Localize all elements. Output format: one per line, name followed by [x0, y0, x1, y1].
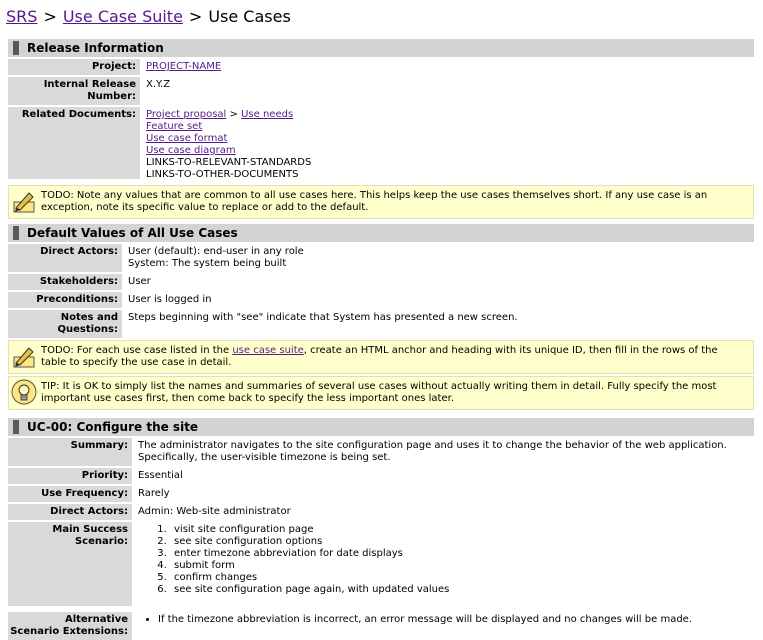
breadcrumb-current: Use Cases [208, 7, 291, 26]
use-case-section [8, 418, 754, 640]
notes-value: Steps beginning with "see" indicate that System has presented a new screen. [128, 312, 518, 323]
priority-row [8, 468, 754, 484]
release-todo-note [8, 185, 754, 219]
scenario-step: 2. see site configuration options [170, 536, 449, 548]
defaults-todo-text-end: , create an HTML anchor and heading with its unique ID, then fill in the rows of the table to specify the use case in detail. [41, 345, 718, 368]
use-case-diagram-link[interactable]: Use case diagram [146, 145, 236, 156]
project-value [140, 59, 227, 75]
stakeholders-value: User [128, 276, 151, 287]
defaults-actors-row [8, 244, 754, 272]
project-label: Project: [8, 59, 140, 75]
other-docs-placeholder: LINKS-TO-OTHER-DOCUMENTS [146, 169, 299, 180]
related-docs-label: Related Documents: [8, 107, 140, 179]
scenario-row [8, 522, 754, 606]
uc-actors-label: Direct Actors: [8, 504, 132, 520]
scenario-step: 5. confirm changes [170, 572, 449, 584]
project-link[interactable]: PROJECT-NAME [146, 61, 222, 72]
stakeholders-label: Stakeholders: [8, 274, 122, 290]
heading-marker [13, 420, 19, 434]
preconditions-label: Preconditions: [8, 292, 122, 308]
tip-note [8, 376, 754, 410]
internal-release-row [8, 77, 754, 105]
stakeholders-row [8, 274, 754, 290]
summary-row [8, 438, 754, 466]
alt-scenario-row [8, 612, 754, 640]
use-needs-link[interactable]: Use needs [241, 109, 294, 120]
frequency-value: Rarely [138, 488, 170, 499]
heading-marker [13, 226, 19, 240]
defaults-actor-user: User (default): end-user in any role [128, 246, 304, 257]
summary-label: Summary: [8, 438, 132, 466]
release-heading [8, 39, 754, 57]
internal-release-value: X.Y.Z [146, 79, 171, 90]
priority-label: Priority: [8, 468, 132, 484]
defaults-section [8, 224, 754, 410]
breadcrumb-srs-link[interactable]: SRS [6, 7, 38, 26]
uc-actors-value: Admin: Web-site administrator [138, 506, 291, 517]
related-docs-row [8, 107, 754, 183]
preconditions-row [8, 292, 754, 308]
frequency-row [8, 486, 754, 502]
breadcrumb-suite-link[interactable]: Use Case Suite [62, 7, 183, 26]
scenario-step: 3. enter timezone abbreviation for date displays [170, 548, 449, 560]
project-proposal-link[interactable]: Project proposal [146, 109, 227, 120]
breadcrumb-separator: > [188, 7, 203, 26]
heading-marker [13, 41, 19, 55]
use-case-title: UC-00: Configure the site [27, 420, 199, 434]
breadcrumb-separator: > [43, 7, 57, 26]
alt-scenario-label [8, 612, 132, 640]
release-todo-text: TODO: Note any values that are common to all use cases here. This helps keep the use cases themselves short. If any use case is an exception, note its specific value to replace or add to the default. [41, 190, 708, 213]
related-docs-value [140, 107, 317, 183]
scenario-step: 6. see site configuration page again, with updated values [170, 584, 449, 596]
scenario-label: Main Success Scenario: [8, 522, 132, 606]
alt-scenario-item: • If the timezone abbreviation is incorrect, an error message will be displayed and no changes will be made. [158, 614, 692, 626]
scenario-value [132, 522, 455, 606]
standards-placeholder: LINKS-TO-RELEVANT-STANDARDS [146, 157, 312, 168]
preconditions-value: User is logged in [128, 294, 212, 305]
defaults-todo-text-start: TODO: For each use case listed in the [41, 345, 233, 356]
summary-value: The administrator navigates to the site configuration page and uses it to change the behavior of the web application. Specifically, the user-visible timezone is being set. [138, 440, 727, 463]
defaults-title: Default Values of All Use Cases [27, 226, 238, 240]
defaults-actors-label: Direct Actors: [8, 244, 122, 272]
defaults-actor-system: System: The system being built [128, 258, 287, 269]
notes-label: Notes and Questions: [8, 310, 122, 338]
alt-label-line1: Alternative [64, 614, 128, 625]
release-section [8, 39, 754, 219]
project-row [8, 59, 754, 75]
notes-row [8, 310, 754, 338]
alt-scenario-value [132, 612, 698, 640]
frequency-label: Use Frequency: [8, 486, 132, 502]
uc-actors-row [8, 504, 754, 520]
pencil-note-icon [11, 343, 37, 369]
release-title: Release Information [27, 41, 164, 55]
use-case-heading [8, 418, 754, 436]
breadcrumb [6, 6, 291, 28]
lightbulb-icon [11, 379, 37, 405]
pencil-note-icon [11, 188, 37, 214]
use-case-suite-link[interactable]: use case suite [232, 345, 304, 356]
internal-release-label: Internal Release Number: [8, 77, 140, 105]
defaults-heading [8, 224, 754, 242]
priority-value: Essential [138, 470, 183, 481]
defaults-actors-value [122, 244, 310, 272]
scenario-step: 4. submit form [170, 560, 449, 572]
doc-arrow: > [229, 109, 238, 120]
defaults-todo-note [8, 340, 754, 374]
scenario-step: 1. visit site configuration page [170, 524, 449, 536]
tip-text: TIP: It is OK to simply list the names and summaries of several use cases without actually writing them in detail. Fully specify the most important use cases first, then come back to specify the less important ones later. [41, 381, 717, 404]
use-case-format-link[interactable]: Use case format [146, 133, 228, 144]
scenario-steps [138, 524, 449, 596]
feature-set-link[interactable]: Feature set [146, 121, 203, 132]
alt-label-line2: Scenario Extensions: [10, 626, 128, 637]
